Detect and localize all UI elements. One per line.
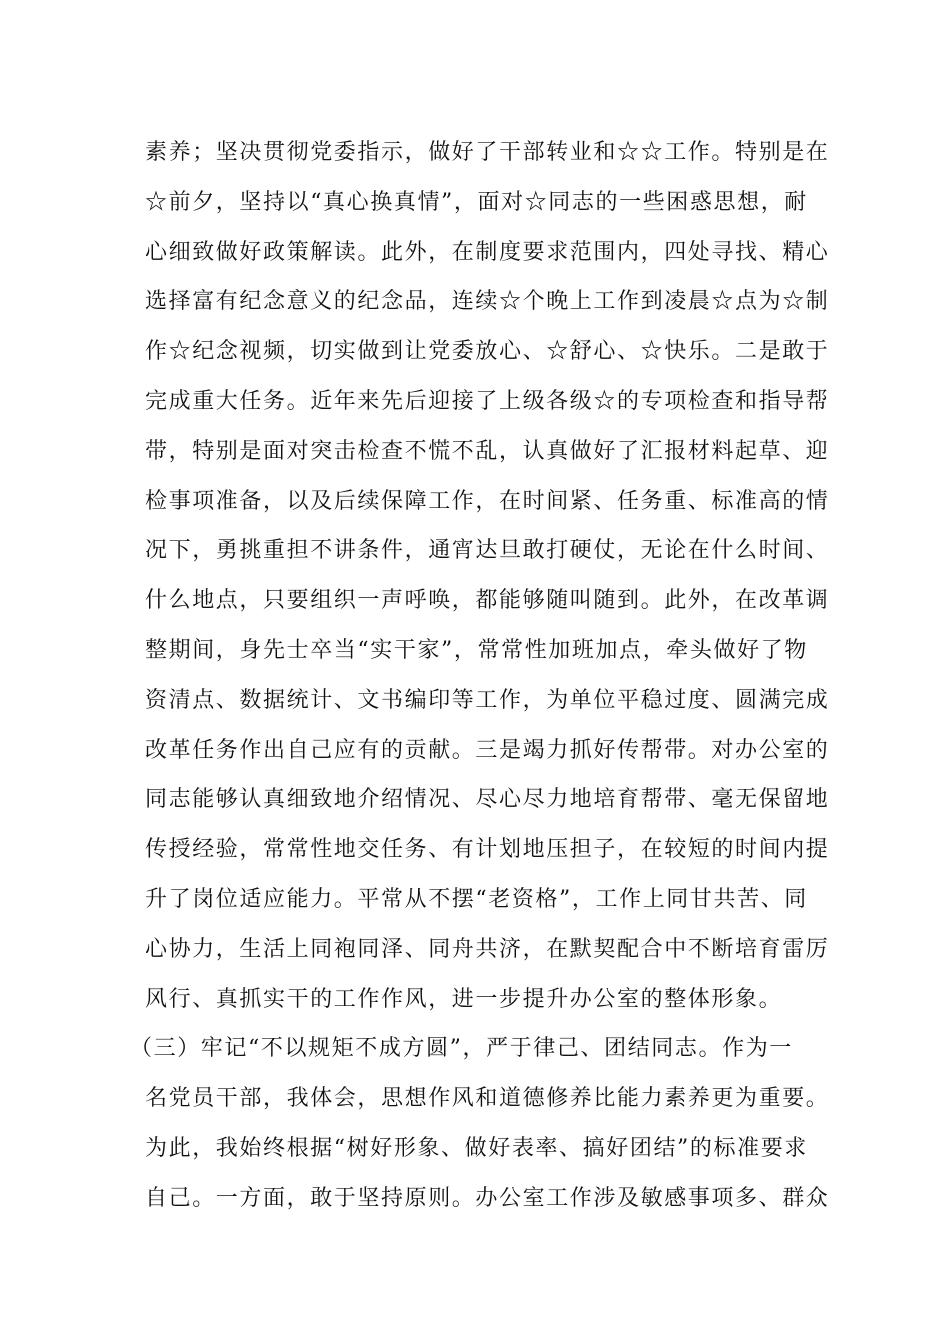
- text-line: 完成重大任务。近年来先后迎接了上级各级☆的专项检查和指导帮: [145, 388, 830, 414]
- text-line: 名党员干部，我体会，思想作风和道德修养比能力素养更为重要。: [145, 1086, 830, 1112]
- text-line: 升了岗位适应能力。平常从不摆“老资格”，工作上同甘共苦、同: [145, 886, 808, 912]
- text-line: 况下，勇挑重担不讲条件，通宵达旦敢打硬仗，无论在什么时间、: [145, 538, 830, 564]
- text-line: 检事项准备，以及后续保障工作，在时间紧、任务重、标准高的情: [145, 488, 830, 514]
- text-line: 选择富有纪念意义的纪念品，连续☆个晚上工作到凌晨☆点为☆制: [145, 289, 830, 315]
- text-line: 资清点、数据统计、文书编印等工作，为单位平稳过度、圆满完成: [145, 687, 830, 713]
- text-line: 为此，我始终根据“树好形象、做好表率、搞好团结”的标准要求: [145, 1135, 808, 1161]
- text-line: 什么地点，只要组织一声呼唤，都能够随叫随到。此外，在改革调: [145, 588, 830, 614]
- section-heading-line: （三）牢记“不以规矩不成方圆”，严于律己、团结同志。作为一: [130, 1036, 793, 1062]
- text-line: 心细致做好政策解读。此外，在制度要求范围内，四处寻找、精心: [145, 239, 830, 265]
- text-line: 同志能够认真细致地介绍情况、尽心尽力地培育帮带、毫无保留地: [145, 787, 830, 813]
- text-line: 素养；坚决贯彻党委指示，做好了干部转业和☆☆工作。特别是在: [145, 140, 830, 165]
- text-line: ☆前夕，坚持以“真心换真情”，面对☆同志的一些困惑思想，耐: [145, 189, 808, 215]
- text-line: 带，特别是面对突击检查不慌不乱，认真做好了汇报材料起草、迎: [145, 438, 830, 464]
- text-line: 自己。一方面，敢于坚持原则。办公室工作涉及敏感事项多、群众: [145, 1185, 830, 1211]
- text-line: 改革任务作出自己应有的贡献。三是竭力抓好传帮带。对办公室的: [145, 737, 830, 763]
- body-text: [130, 128, 830, 1224]
- text-line: 作☆纪念视频，切实做到让党委放心、☆舒心、☆快乐。二是敢于: [145, 339, 830, 365]
- text-line: 整期间，身先士卒当“实干家”，常常性加班加点，牵头做好了物: [145, 637, 808, 663]
- text-line: 风行、真抓实干的工作作风，进一步提升办公室的整体形象。: [145, 986, 783, 1012]
- text-line: 心协力，生活上同袍同泽、同舟共济，在默契配合中不断培育雷厉: [145, 936, 830, 962]
- text-line: 传授经验，常常性地交任务、有计划地压担子，在较短的时间内提: [145, 837, 830, 863]
